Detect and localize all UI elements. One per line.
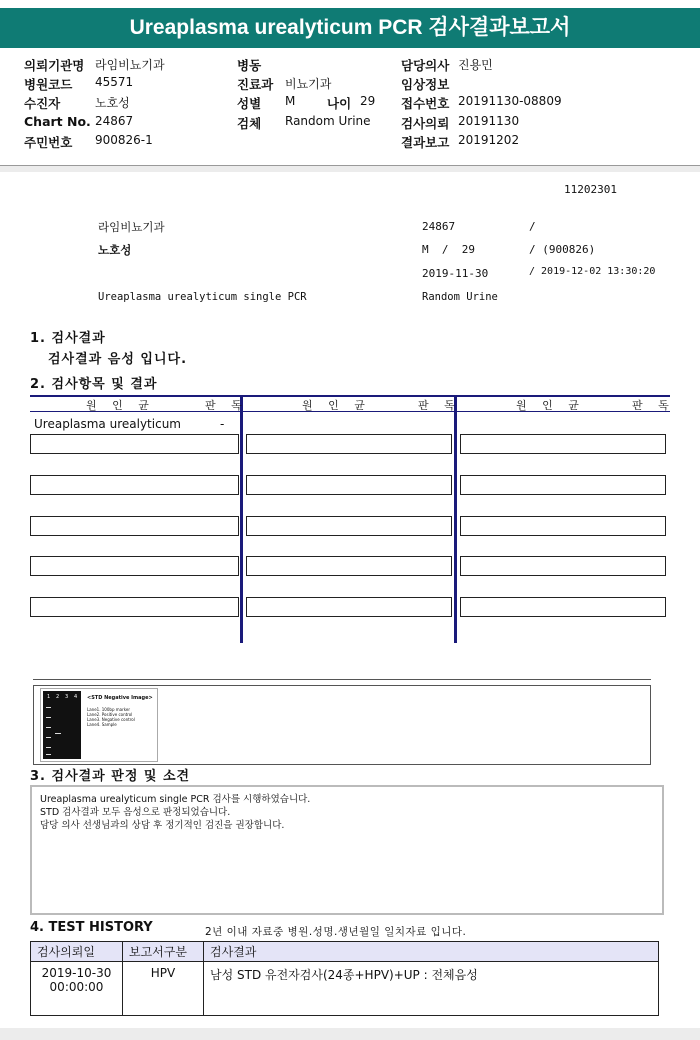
section2-title: 2. 검사항목 및 결과 — [30, 377, 158, 392]
report-patient: 노호성 — [98, 243, 132, 257]
gel-title: <STD Negative Image> — [87, 695, 153, 701]
result-cell — [460, 597, 666, 617]
header-label-ward: 병동 — [237, 58, 262, 73]
result-cell — [30, 516, 239, 536]
results-grid-divider — [240, 395, 243, 643]
header-label-chart: Chart No. — [24, 114, 91, 129]
report-chart-slash: / — [529, 220, 536, 233]
header-label-doctor: 담당의사 — [401, 58, 450, 73]
header-label-sex: 성별 — [237, 96, 262, 111]
result-cell — [246, 475, 452, 495]
header-label-dept: 진료과 — [237, 77, 274, 92]
header-label-id: 주민번호 — [24, 135, 73, 150]
result-cell — [460, 475, 666, 495]
result-cell — [30, 475, 239, 495]
gel-lane-number: 2 — [56, 694, 60, 700]
report-test-name: Ureaplasma urealyticum single PCR — [98, 291, 307, 303]
header-row-hospital: 의뢰기관명 — [24, 58, 85, 73]
section1-result: 검사결과 음성 입니다. — [48, 352, 188, 367]
header-value-patient: 노호성 — [95, 96, 130, 110]
col-header-judgment: 판 독 — [205, 399, 248, 412]
result-cell — [246, 556, 452, 576]
header-value-hospital: 라임비뇨기과 — [95, 58, 165, 72]
history-header-date: 검사의뢰일 — [31, 942, 123, 962]
col-header-pathogen: 원 인 균 — [516, 399, 585, 412]
header-value-dept: 비뇨기과 — [285, 77, 332, 91]
report-sex-age: M / 29 — [422, 243, 475, 256]
gel-band — [46, 747, 51, 748]
history-header-result: 검사결과 — [204, 942, 659, 962]
result-item-value: - — [220, 417, 225, 431]
header-label-request: 검사의뢰 — [401, 116, 450, 131]
history-time: 00:00:00 — [49, 980, 104, 994]
header-value-age: 29 — [360, 94, 376, 108]
result-cell — [460, 556, 666, 576]
header-label-code: 병원코드 — [24, 77, 73, 92]
gel-lane-number: 4 — [74, 694, 78, 700]
header-value-sex: M — [285, 94, 296, 108]
header-info-panel — [0, 50, 700, 166]
header-value-report: 20191202 — [458, 133, 520, 147]
history-header-type: 보고서구분 — [123, 942, 204, 962]
report-date-reported: / 2019-12-02 13:30:20 — [529, 266, 656, 277]
header-value-specimen: Random Urine — [285, 114, 371, 128]
opinion-line: Ureaplasma urealyticum single PCR 검사를 시행하였습니다. — [40, 794, 311, 805]
result-cell — [246, 597, 452, 617]
header-label-clinical: 임상정보 — [401, 77, 450, 92]
report-id: / (900826) — [529, 243, 596, 256]
table-row — [31, 962, 659, 1016]
gel-image — [40, 688, 158, 762]
gel-band — [46, 707, 51, 708]
gel-lane-label: Lane3. Negative control — [87, 717, 135, 722]
section4-note: 2년 이내 자료중 병원.성명.생년월일 일치자료 입니다. — [205, 926, 467, 938]
gel-band — [46, 717, 51, 718]
result-cell — [30, 597, 239, 617]
header-value-id: 900826-1 — [95, 133, 153, 147]
test-history-table — [30, 941, 659, 1016]
gel-lane-number: 3 — [65, 694, 69, 700]
section4-title: 4. TEST HISTORY — [30, 920, 153, 935]
col-header-pathogen: 원 인 균 — [86, 399, 155, 412]
section-divider — [0, 166, 700, 172]
footer-band — [0, 1028, 700, 1040]
result-cell — [460, 516, 666, 536]
header-value-receipt: 20191130-08809 — [458, 94, 562, 108]
opinion-box — [30, 785, 664, 915]
header-value-chart: 24867 — [95, 114, 134, 128]
header-value-code: 45571 — [95, 75, 134, 89]
gel-band — [46, 737, 51, 738]
result-item-name: Ureaplasma urealyticum — [34, 417, 181, 431]
gel-lane-label: Lane4. Sample — [87, 722, 117, 727]
history-cell-date — [31, 962, 123, 1016]
header-value-doctor: 진용민 — [458, 58, 493, 72]
section1-title: 1. 검사결과 — [30, 331, 106, 346]
report-hospital: 라임비뇨기과 — [98, 220, 165, 234]
history-date: 2019-10-30 — [41, 966, 112, 980]
history-cell-result: 남성 STD 유전자검사(24종+HPV)+UP : 전체음성 — [204, 962, 659, 1016]
section3-title: 3. 검사결과 판정 및 소견 — [30, 769, 191, 784]
col-header-judgment: 판 독 — [632, 399, 675, 412]
header-label-specimen: 검체 — [237, 116, 262, 131]
gel-lane-label: Lane1. 100bp marker — [87, 707, 131, 712]
opinion-line: 담당 의사 선생님과의 상담 후 정기적인 검진을 권장합니다. — [40, 820, 285, 831]
gel-band — [46, 727, 51, 728]
gel-image-top-line — [33, 679, 651, 680]
gel-electrophoresis-picture — [43, 691, 81, 759]
report-chart: 24867 — [422, 220, 456, 233]
gel-band — [55, 733, 61, 734]
gel-band — [46, 754, 51, 755]
result-cell — [246, 434, 452, 454]
header-label-receipt: 접수번호 — [401, 96, 450, 111]
opinion-line: STD 검사결과 모두 음성으로 판정되었습니다. — [40, 807, 231, 818]
header-value-request: 20191130 — [458, 114, 520, 128]
result-cell — [30, 556, 239, 576]
col-header-pathogen: 원 인 균 — [302, 399, 371, 412]
result-cell — [460, 434, 666, 454]
header-label-age: 나이 — [327, 96, 352, 111]
header-label-patient: 수진자 — [24, 96, 61, 111]
report-date-received: 2019-11-30 — [422, 267, 489, 280]
results-grid-divider — [454, 395, 457, 643]
result-cell — [246, 516, 452, 536]
header-label-report: 결과보고 — [401, 135, 450, 150]
gel-lane-number: 1 — [47, 694, 51, 700]
gel-lane-label: Lane2. Positive control — [87, 712, 133, 717]
col-header-judgment: 판 독 — [418, 399, 461, 412]
report-code: 11202301 — [564, 183, 617, 196]
result-cell — [30, 434, 239, 454]
report-title: Ureaplasma urealyticum PCR 검사결과보고서 — [0, 8, 700, 48]
history-cell-type: HPV — [123, 962, 204, 1016]
report-specimen: Random Urine — [422, 291, 498, 303]
